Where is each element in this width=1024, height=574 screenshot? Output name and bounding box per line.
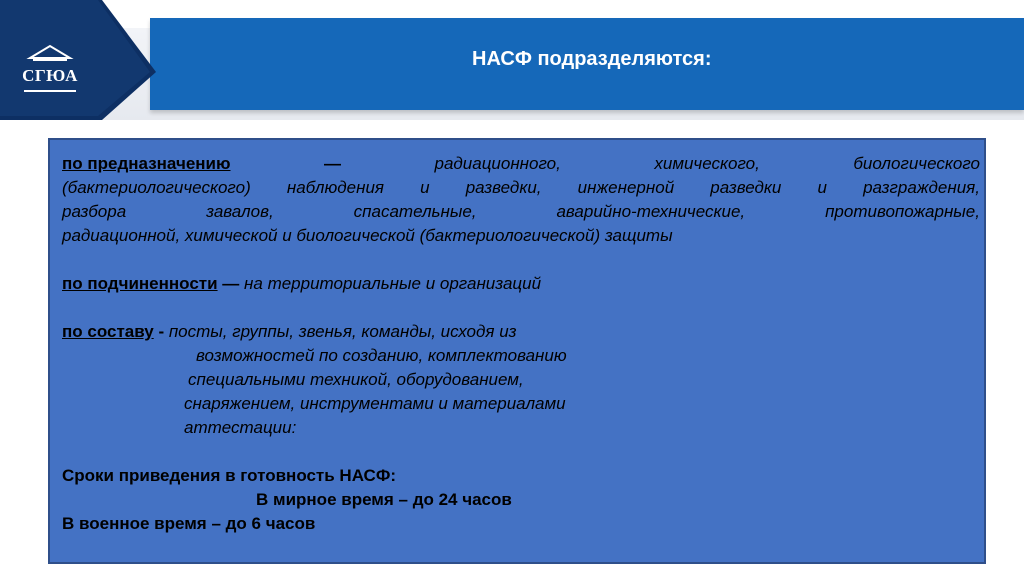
purpose-line4: радиационной, химической и биологической (бактериологической) защиты bbox=[62, 226, 673, 245]
subordination-label: по подчиненности bbox=[62, 274, 218, 293]
readiness-peacetime: В мирное время – до 24 часов bbox=[256, 490, 512, 509]
subordination-text: на территориальные и организаций bbox=[244, 274, 542, 293]
purpose-dash: — bbox=[324, 154, 341, 173]
composition-line2: возможностей по созданию, комплектованию bbox=[196, 346, 567, 365]
purpose-label: по предназначению bbox=[62, 154, 231, 173]
page-title: НАСФ подразделяются: bbox=[472, 48, 712, 70]
purpose-paragraph bbox=[62, 152, 980, 248]
composition-line1 bbox=[62, 320, 976, 344]
composition-text1: посты, группы, звенья, команды, исходя из bbox=[168, 322, 517, 341]
subordination-dash: — bbox=[217, 274, 245, 293]
purpose-line1-b: химического, bbox=[654, 154, 760, 173]
purpose-line3: разбора завалов, спасательные, аварийно-технические, противопожарные, bbox=[62, 202, 980, 221]
subordination-line bbox=[62, 272, 976, 296]
purpose-line1-c: биологического bbox=[853, 154, 980, 173]
purpose-line1-a: радиационного, bbox=[434, 154, 561, 173]
logo-emblem-icon bbox=[0, 0, 156, 124]
composition-line3: специальными техникой, оборудованием, bbox=[188, 370, 524, 389]
logo-text: СГЮА bbox=[22, 66, 78, 85]
composition-label: по составу bbox=[62, 322, 154, 341]
readiness-heading: Сроки приведения в готовность НАСФ: bbox=[62, 466, 397, 485]
logo bbox=[0, 0, 156, 124]
composition-line5: аттестации: bbox=[184, 418, 297, 437]
content-box bbox=[48, 138, 986, 564]
composition-dash: - bbox=[153, 322, 169, 341]
composition-line4: снаряжением, инструментами и материалами bbox=[184, 394, 566, 413]
readiness-wartime: В военное время – до 6 часов bbox=[62, 514, 316, 533]
purpose-line2: (бактериологического) наблюдения и разведки, инженерной разведки и разграждения, bbox=[62, 178, 980, 197]
